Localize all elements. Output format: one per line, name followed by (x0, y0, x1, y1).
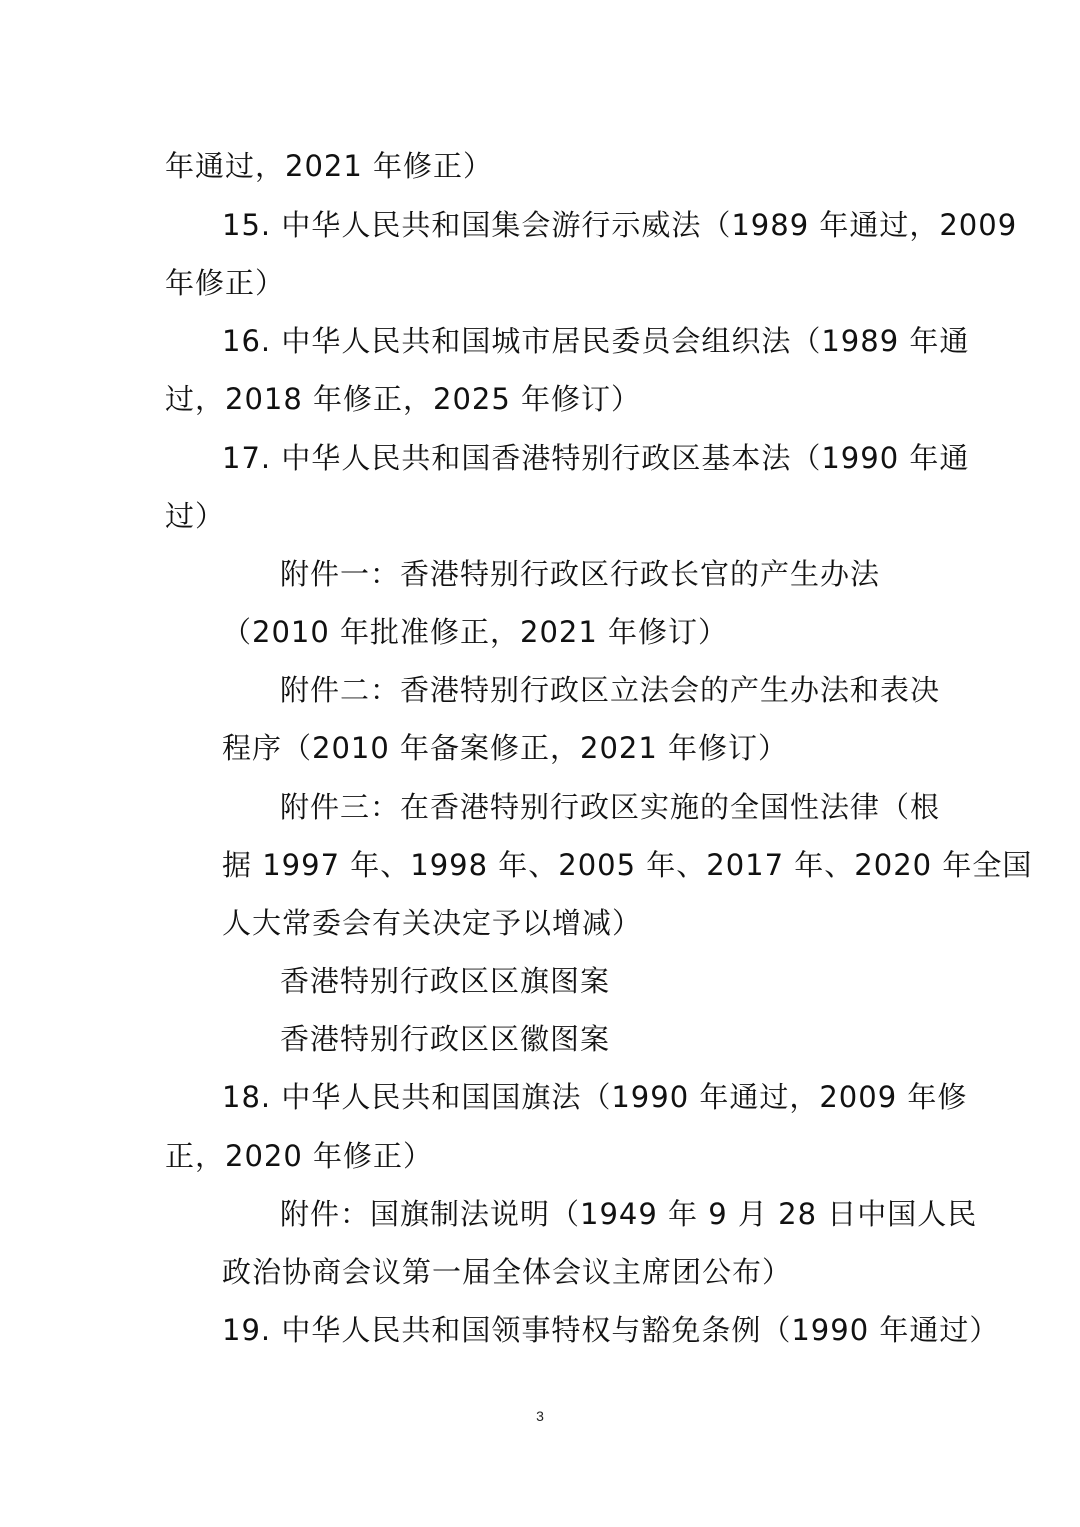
annex-flag: 附件：国旗制法说明（1949 年 9 月 28 日中国人民 (280, 1197, 978, 1231)
page-number: 3 (536, 1408, 544, 1424)
regional-emblem-design: 香港特别行政区区徽图案 (280, 1022, 611, 1056)
text-line: 过） (165, 499, 226, 533)
text-line: 程序（2010 年备案修正，2021 年修订） (222, 731, 789, 765)
text-line: 过，2018 年修正，2025 年修订） (165, 382, 642, 416)
text-line: 年通过，2021 年修正） (165, 149, 494, 183)
list-item-16: 16. 中华人民共和国城市居民委员会组织法（1989 年通 (222, 324, 970, 358)
list-item-15: 15. 中华人民共和国集会游行示威法（1989 年通过，2009 (222, 208, 1018, 242)
regional-flag-design: 香港特别行政区区旗图案 (280, 964, 611, 998)
text-line: 据 1997 年、1998 年、2005 年、2017 年、2020 年全国 (222, 848, 1033, 882)
annex-one: 附件一：香港特别行政区行政长官的产生办法 (280, 557, 881, 591)
list-item-19: 19. 中华人民共和国领事特权与豁免条例（1990 年通过） (222, 1313, 1000, 1347)
text-line: 政治协商会议第一届全体会议主席团公布） (222, 1255, 793, 1289)
text-line: 年修正） (165, 266, 286, 300)
text-line: （2010 年批准修正，2021 年修订） (222, 615, 729, 649)
list-item-17: 17. 中华人民共和国香港特别行政区基本法（1990 年通 (222, 441, 970, 475)
annex-two: 附件二：香港特别行政区立法会的产生办法和表决 (280, 673, 941, 707)
annex-three: 附件三：在香港特别行政区实施的全国性法律（根 (280, 790, 941, 824)
text-line: 正，2020 年修正） (165, 1139, 434, 1173)
text-line: 人大常委会有关决定予以增减） (222, 906, 643, 940)
list-item-18: 18. 中华人民共和国国旗法（1990 年通过，2009 年修 (222, 1080, 968, 1114)
